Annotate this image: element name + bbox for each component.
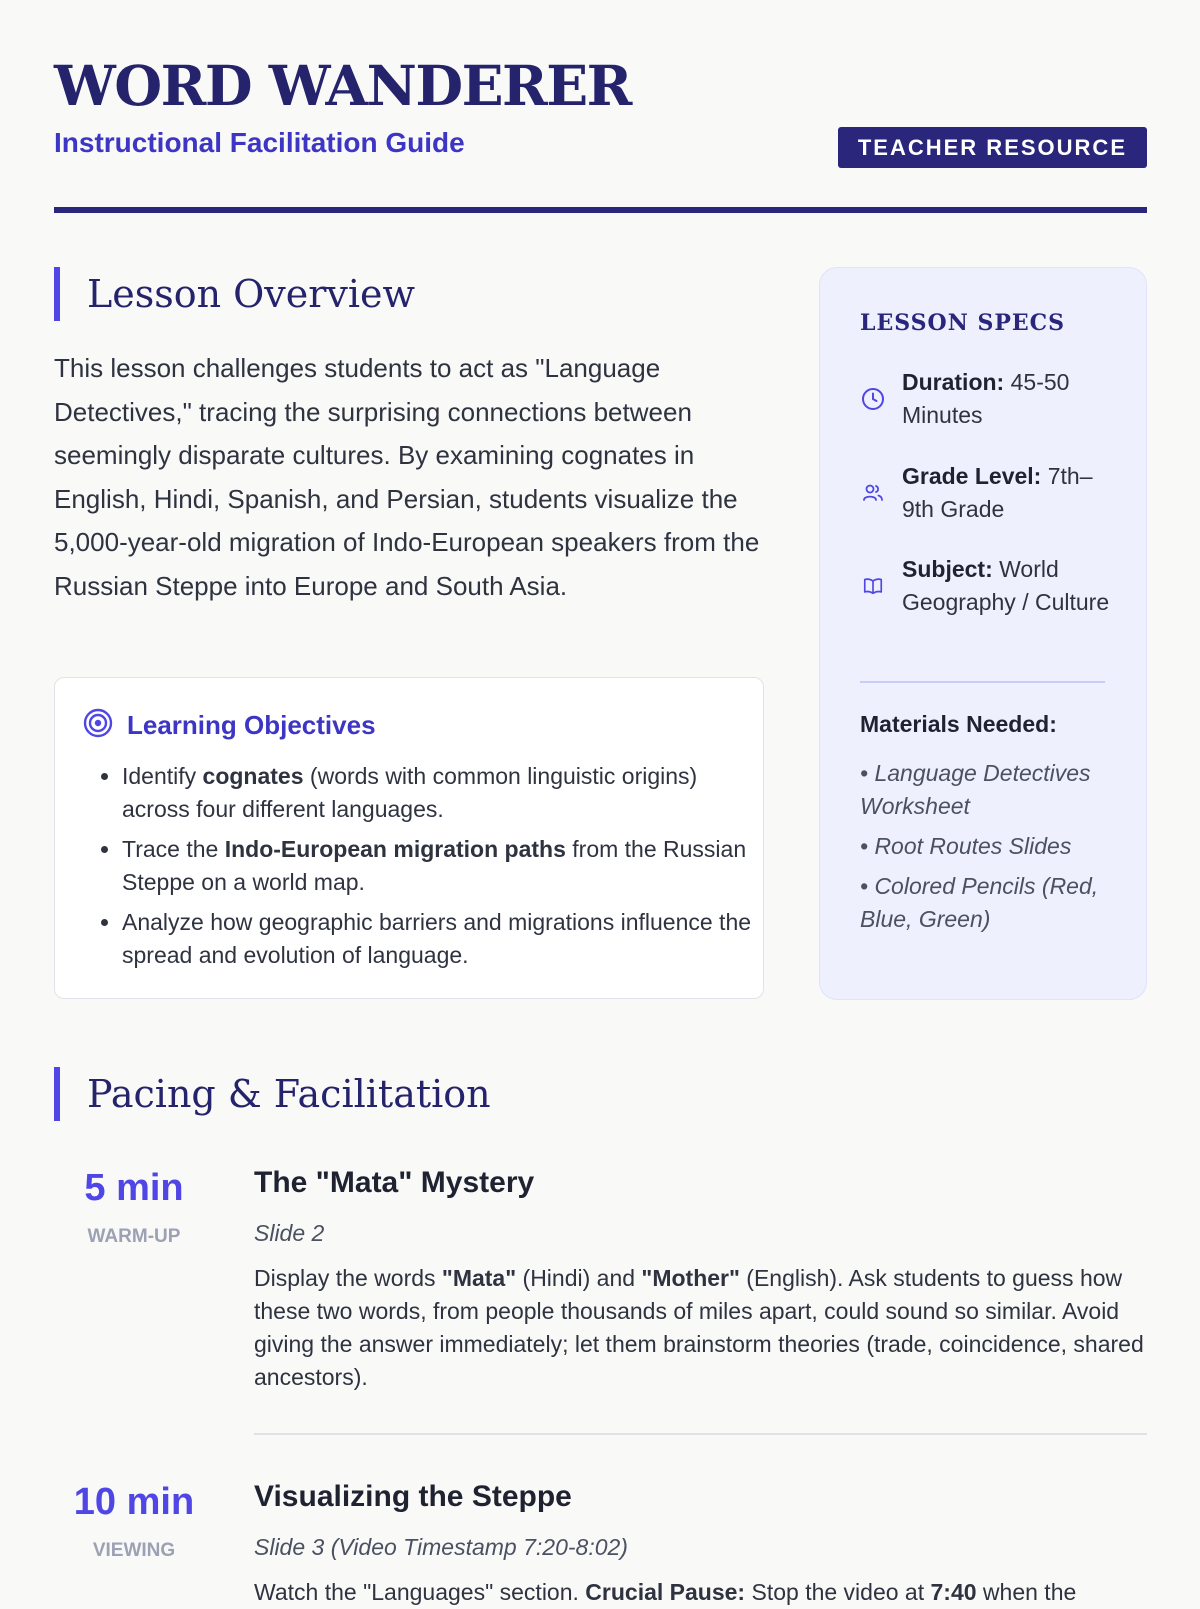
material-item: • Language Detectives Worksheet: [860, 760, 1091, 819]
step-title: The "Mata" Mystery: [254, 1166, 535, 1199]
guide-subtitle: Instructional Facilitation Guide: [54, 127, 465, 158]
target-icon: [83, 708, 113, 743]
header-divider: [54, 207, 1147, 213]
objective-item: • Trace the Indo-European migration paths from the Russian Steppe on a world map.: [122, 833, 762, 899]
spec-subject: [860, 553, 1110, 619]
spec-value: World Geography / Culture: [902, 556, 1110, 615]
lesson-specs-panel: [819, 267, 1147, 1000]
objectives-list: [95, 760, 762, 979]
lesson-overview-text: This lesson challenges students to act as "Language Detectives," tracing the surprising connections between seemingly disparate cultures. By examining cognates in English, Hindi, Spanish, and Persian, students visualize the 5,000-year-old migration of Indo-European speakers from the Russian Steppe into Europe and South Asia.: [54, 353, 760, 601]
facilitation-guide-page: [54, 0, 1147, 1605]
lesson-overview-heading: Lesson Overview: [54, 267, 415, 321]
book-icon: [860, 575, 886, 597]
spec-key: Duration:: [902, 369, 1005, 395]
spec-key: Grade Level:: [902, 463, 1042, 489]
step-slide-ref: Slide 3 (Video Timestamp 7:20-8:02): [254, 1534, 628, 1560]
step-body: [254, 1482, 1147, 1609]
step-description: Display the words "Mata" (Hindi) and "Mother" (English). Ask students to guess how these two words, from people thousands of miles apart, could sound so similar. Avoid giving the answer immediately; let them brainstorm theories (trade, coincidence, shared ancestors).: [254, 1265, 1144, 1390]
users-icon: [860, 481, 886, 505]
spec-value: 7th–9th Grade: [902, 463, 1093, 522]
step-label: WARM-UP: [87, 1226, 181, 1247]
objectives-title: Learning Objectives: [127, 710, 376, 740]
spec-value: 45-50 Minutes: [902, 369, 1070, 428]
objective-item: • Analyze how geographic barriers and migrations influence the spread and evolution of language.: [122, 906, 762, 972]
step-body: [254, 1168, 1147, 1394]
spec-duration: [860, 366, 1110, 432]
step-label: VIEWING: [92, 1540, 176, 1561]
step-slide-ref: Slide 2: [254, 1220, 325, 1246]
clock-icon: [860, 387, 886, 411]
teacher-resource-badge: TEACHER RESOURCE: [838, 127, 1147, 168]
spec-key: Subject:: [902, 556, 993, 582]
pacing-heading: Pacing & Facilitation: [54, 1067, 491, 1121]
step-duration: 5 min: [84, 1167, 184, 1209]
learning-objectives-card: [54, 677, 764, 999]
specs-divider: [860, 681, 1105, 683]
materials-list: [860, 757, 1110, 943]
guide-title: WORD WANDERER: [54, 53, 631, 118]
step-description: Watch the "Languages" section. Crucial Pause: Stop the video at 7:40 when the: [254, 1579, 1077, 1605]
material-item: • Colored Pencils (Red, Blue, Green): [860, 873, 1099, 932]
step-title: Visualizing the Steppe: [254, 1480, 572, 1513]
lesson-specs-title: LESSON SPECS: [860, 310, 1066, 336]
materials-title: Materials Needed:: [860, 711, 1057, 737]
step-divider: [254, 1433, 1147, 1435]
spec-grade-level: [860, 460, 1110, 526]
step-duration: 10 min: [73, 1481, 195, 1523]
guide-header: [54, 0, 1147, 214]
material-item: • Root Routes Slides: [860, 833, 1072, 859]
objectives-header: [83, 708, 376, 743]
objective-item: • Identify cognates (words with common linguistic origins) across four different languages.: [122, 760, 762, 826]
